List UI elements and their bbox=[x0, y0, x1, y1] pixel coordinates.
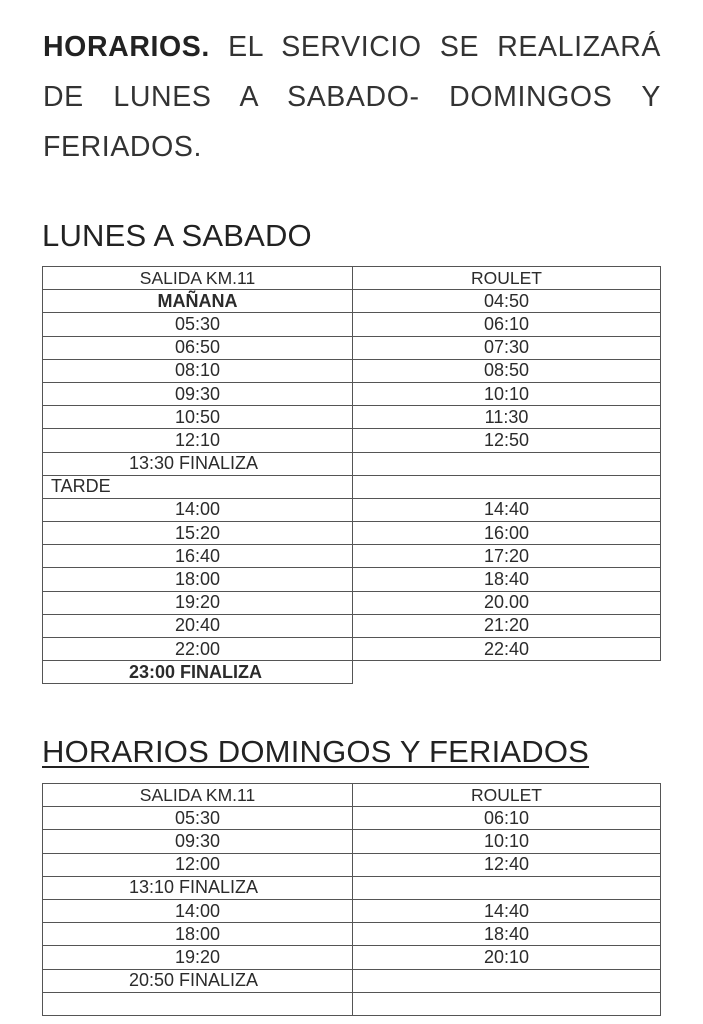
table-row bbox=[43, 969, 661, 992]
table-row bbox=[43, 876, 661, 899]
period-label-afternoon: TARDE bbox=[43, 475, 353, 498]
table-row bbox=[43, 638, 661, 661]
table-row bbox=[43, 498, 661, 521]
table-cell: 14:40 bbox=[353, 498, 661, 521]
finaliza-cell: 23:00 FINALIZA bbox=[43, 661, 353, 684]
sunday-schedule-table bbox=[42, 783, 661, 1016]
empty-cell bbox=[353, 661, 661, 684]
table-cell: 18:40 bbox=[353, 923, 661, 946]
weekday-title: LUNES A SABADO bbox=[42, 218, 312, 253]
table-cell: 05:30 bbox=[43, 313, 353, 336]
table-cell: 12:40 bbox=[353, 853, 661, 876]
table-cell: 06:10 bbox=[353, 807, 661, 830]
table-header-row bbox=[43, 267, 661, 290]
table-cell bbox=[353, 876, 661, 899]
table-cell: 12:50 bbox=[353, 429, 661, 452]
table-row bbox=[43, 923, 661, 946]
sunday-title: HORARIOS DOMINGOS Y FERIADOS bbox=[42, 734, 590, 769]
table-row bbox=[43, 290, 661, 313]
table-row bbox=[43, 406, 661, 429]
table-cell: 11:30 bbox=[353, 406, 661, 429]
table-cell: 16:40 bbox=[43, 545, 353, 568]
table-row bbox=[43, 336, 661, 359]
table-cell: 08:10 bbox=[43, 359, 353, 382]
finaliza-cell: 13:30 FINALIZA bbox=[43, 452, 353, 475]
table-cell: 09:30 bbox=[43, 830, 353, 853]
table-cell: 06:10 bbox=[353, 313, 661, 336]
table-cell: 22:40 bbox=[353, 638, 661, 661]
table-cell bbox=[353, 475, 661, 498]
table-cell: 18:40 bbox=[353, 568, 661, 591]
table-cell bbox=[353, 992, 661, 1015]
table-cell: 16:00 bbox=[353, 522, 661, 545]
table-cell: 07:30 bbox=[353, 336, 661, 359]
table-cell: 10:10 bbox=[353, 830, 661, 853]
table-row-final bbox=[43, 661, 661, 684]
table-row bbox=[43, 545, 661, 568]
table-row bbox=[43, 475, 661, 498]
header-salida: SALIDA KM.11 bbox=[43, 784, 353, 807]
table-row bbox=[43, 568, 661, 591]
intro-text: EL SERVICIO SE REALIZARÁ DE LUNES A SABADO- DOMINGOS Y FERIADOS. bbox=[43, 31, 661, 163]
table-cell: 22:00 bbox=[43, 638, 353, 661]
intro-bold: HORARIOS. bbox=[43, 31, 210, 63]
table-row bbox=[43, 614, 661, 637]
table-row bbox=[43, 946, 661, 969]
table-row bbox=[43, 807, 661, 830]
table-cell: 14:40 bbox=[353, 899, 661, 922]
intro-paragraph bbox=[43, 22, 661, 172]
finaliza-cell: 20:50 FINALIZA bbox=[43, 969, 353, 992]
table-row bbox=[43, 899, 661, 922]
table-cell: 05:30 bbox=[43, 807, 353, 830]
table-cell bbox=[353, 969, 661, 992]
table-cell: 15:20 bbox=[43, 522, 353, 545]
table-row bbox=[43, 830, 661, 853]
table-cell: 18:00 bbox=[43, 923, 353, 946]
table-row bbox=[43, 452, 661, 475]
header-salida: SALIDA KM.11 bbox=[43, 267, 353, 290]
table-row bbox=[43, 853, 661, 876]
finaliza-cell: 13:10 FINALIZA bbox=[43, 876, 353, 899]
table-row bbox=[43, 992, 661, 1015]
table-cell: 19:20 bbox=[43, 591, 353, 614]
table-cell: 12:10 bbox=[43, 429, 353, 452]
table-cell bbox=[43, 992, 353, 1015]
table-cell: 20:10 bbox=[353, 946, 661, 969]
table-row bbox=[43, 359, 661, 382]
table-cell: 10:10 bbox=[353, 382, 661, 405]
table-row bbox=[43, 429, 661, 452]
table-row bbox=[43, 522, 661, 545]
table-cell: 04:50 bbox=[353, 290, 661, 313]
table-cell: 19:20 bbox=[43, 946, 353, 969]
table-cell: 20:40 bbox=[43, 614, 353, 637]
table-cell: 17:20 bbox=[353, 545, 661, 568]
period-label-morning: MAÑANA bbox=[43, 290, 353, 313]
table-header-row bbox=[43, 784, 661, 807]
table-cell: 08:50 bbox=[353, 359, 661, 382]
table-row bbox=[43, 382, 661, 405]
table-cell: 21:20 bbox=[353, 614, 661, 637]
weekday-schedule-table bbox=[42, 266, 661, 684]
table-cell: 18:00 bbox=[43, 568, 353, 591]
header-roulet: ROULET bbox=[353, 784, 661, 807]
header-roulet: ROULET bbox=[353, 267, 661, 290]
table-cell: 14:00 bbox=[43, 899, 353, 922]
table-cell: 20.00 bbox=[353, 591, 661, 614]
table-cell: 14:00 bbox=[43, 498, 353, 521]
table-row bbox=[43, 591, 661, 614]
table-row bbox=[43, 313, 661, 336]
table-cell: 12:00 bbox=[43, 853, 353, 876]
table-cell: 10:50 bbox=[43, 406, 353, 429]
table-cell: 06:50 bbox=[43, 336, 353, 359]
table-cell: 09:30 bbox=[43, 382, 353, 405]
table-cell bbox=[353, 452, 661, 475]
